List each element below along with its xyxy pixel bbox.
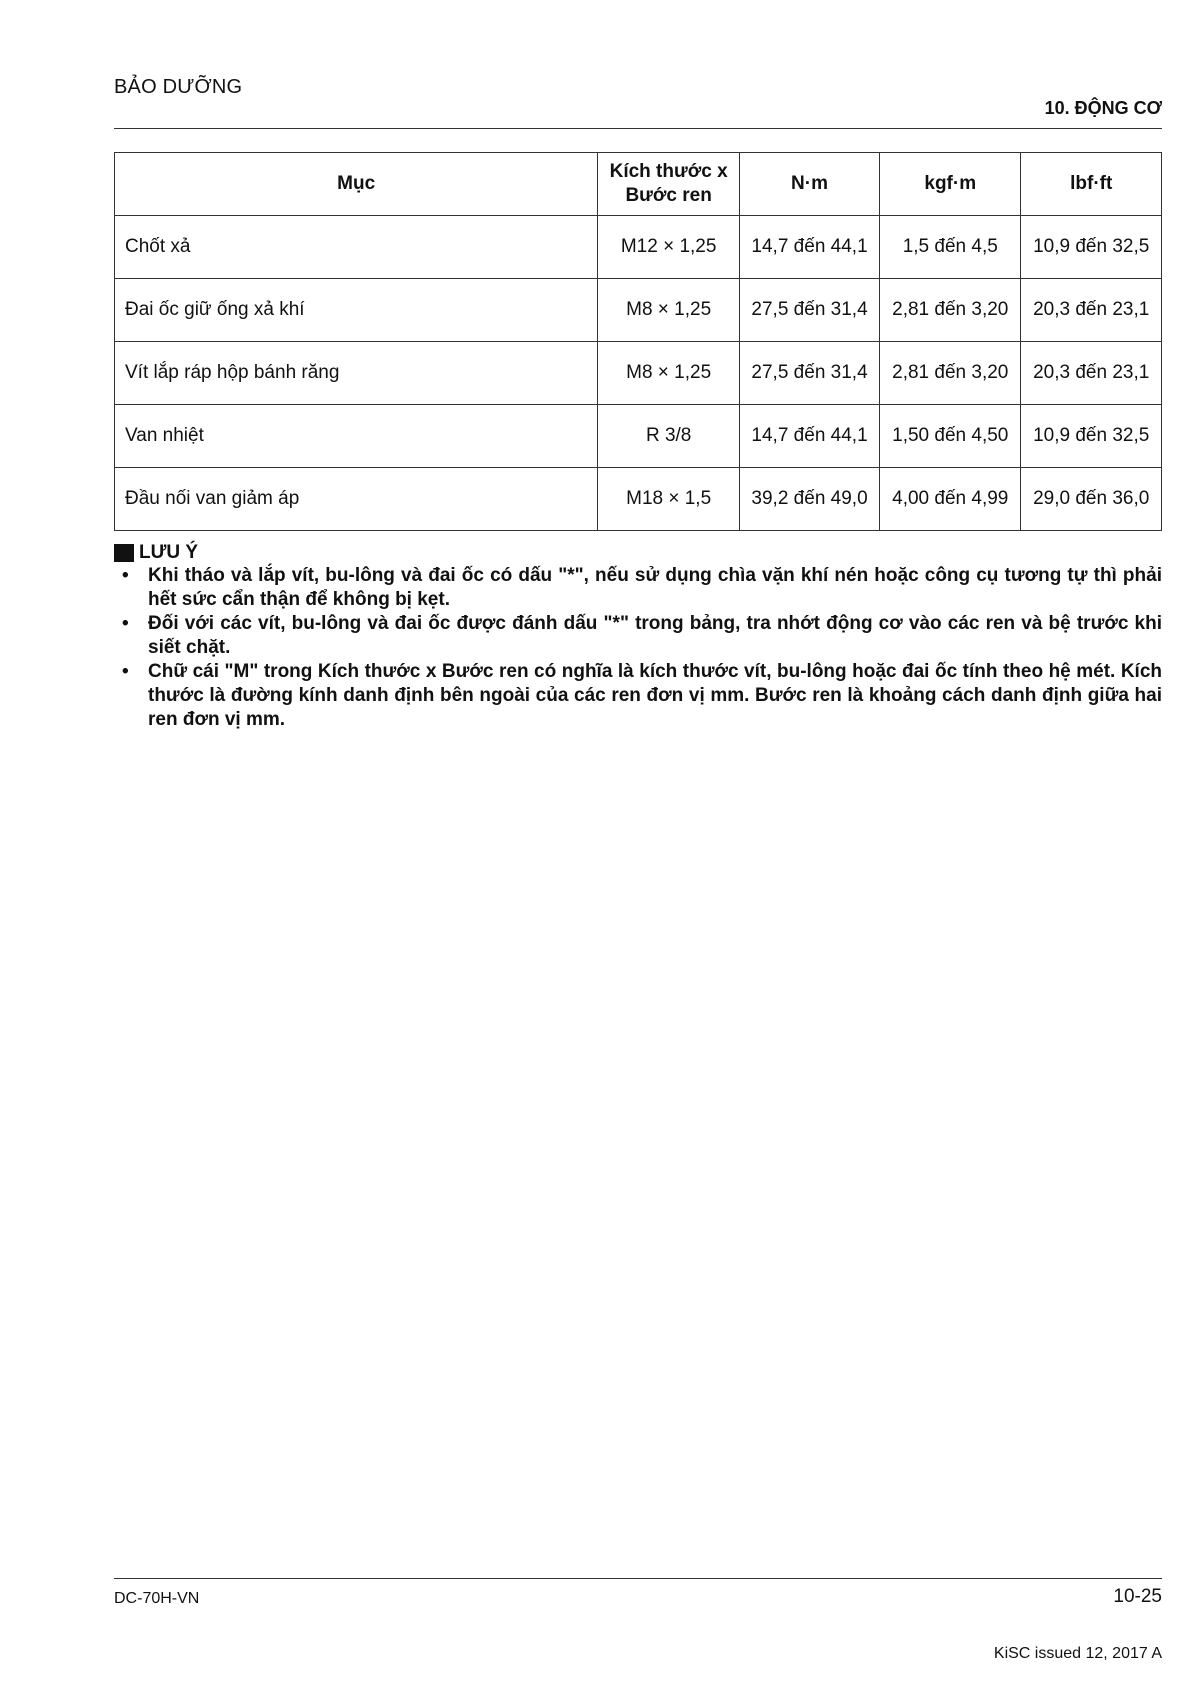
cell-lbfft: 20,3 đến 23,1	[1021, 342, 1162, 405]
cell-kgfm: 4,00 đến 4,99	[880, 468, 1021, 531]
doc-code: DC-70H-VN	[114, 1590, 200, 1607]
page-number: 10-25	[1113, 1586, 1162, 1607]
bullet-icon: •	[122, 565, 129, 586]
cell-item: Vít lắp ráp hộp bánh răng	[115, 342, 598, 405]
footer-divider	[114, 1578, 1162, 1579]
header-item: Mục	[115, 153, 598, 216]
cell-lbfft: 10,9 đến 32,5	[1021, 405, 1162, 468]
cell-kgfm: 1,50 đến 4,50	[880, 405, 1021, 468]
chapter-title: 10. ĐỘNG CƠ	[1044, 98, 1162, 118]
cell-size: R 3/8	[598, 405, 740, 468]
cell-size: M12 × 1,25	[598, 216, 740, 279]
cell-nm: 27,5 đến 31,4	[739, 342, 879, 405]
table-row	[115, 342, 1162, 405]
cell-size: M8 × 1,25	[598, 342, 740, 405]
list-item	[114, 564, 1162, 612]
cell-lbfft: 20,3 đến 23,1	[1021, 279, 1162, 342]
bullet-icon: •	[122, 661, 129, 682]
bullet-icon: •	[122, 613, 129, 634]
cell-nm: 14,7 đến 44,1	[739, 405, 879, 468]
list-item	[114, 660, 1162, 732]
note-list	[114, 564, 1162, 732]
header-lbfft: lbf·ft	[1021, 153, 1162, 216]
cell-size: M18 × 1,5	[598, 468, 740, 531]
cell-item: Chốt xả	[115, 216, 598, 279]
cell-kgfm: 2,81 đến 3,20	[880, 342, 1021, 405]
table-row	[115, 279, 1162, 342]
note-square-icon	[114, 544, 134, 562]
cell-kgfm: 2,81 đến 3,20	[880, 279, 1021, 342]
cell-item: Đầu nối van giảm áp	[115, 468, 598, 531]
header-kgfm: kgf·m	[880, 153, 1021, 216]
table-row	[115, 216, 1162, 279]
note-text: Khi tháo và lắp vít, bu-lông và đai ốc có dấu "*", nếu sử dụng chìa vặn khí nén hoặc công cụ tương tự thì phải hết sức cẩn thận để không bị kẹt.	[148, 565, 1162, 610]
torque-table	[114, 152, 1162, 531]
note-text: Đối với các vít, bu-lông và đai ốc được đánh dấu "*" trong bảng, tra nhớt động cơ vào các ren và bệ trước khi siết chặt.	[148, 613, 1162, 658]
list-item	[114, 612, 1162, 660]
note-text: Chữ cái "M" trong Kích thước x Bước ren có nghĩa là kích thước vít, bu-lông hoặc đai ốc tính theo hệ mét. Kích thước là đường kính danh định bên ngoài của các ren đơn vị mm. Bước ren là khoảng cách danh định giữa hai ren đơn vị mm.	[148, 661, 1162, 730]
cell-lbfft: 10,9 đến 32,5	[1021, 216, 1162, 279]
header-nm: N·m	[739, 153, 879, 216]
issue-stamp: KiSC issued 12, 2017 A	[993, 1645, 1162, 1662]
cell-nm: 14,7 đến 44,1	[739, 216, 879, 279]
cell-size: M8 × 1,25	[598, 279, 740, 342]
header-size: Kích thước x Bước ren	[598, 153, 740, 216]
table-row	[115, 468, 1162, 531]
table-header-row	[115, 153, 1162, 216]
cell-nm: 39,2 đến 49,0	[739, 468, 879, 531]
cell-kgfm: 1,5 đến 4,5	[880, 216, 1021, 279]
table-row	[115, 405, 1162, 468]
cell-lbfft: 29,0 đến 36,0	[1021, 468, 1162, 531]
note-title: LƯU Ý	[139, 542, 199, 563]
cell-item: Van nhiệt	[115, 405, 598, 468]
note-heading	[114, 542, 198, 564]
section-title: BẢO DƯỠNG	[114, 76, 243, 98]
cell-nm: 27,5 đến 31,4	[739, 279, 879, 342]
cell-item: Đai ốc giữ ống xả khí	[115, 279, 598, 342]
header-divider	[114, 128, 1162, 129]
